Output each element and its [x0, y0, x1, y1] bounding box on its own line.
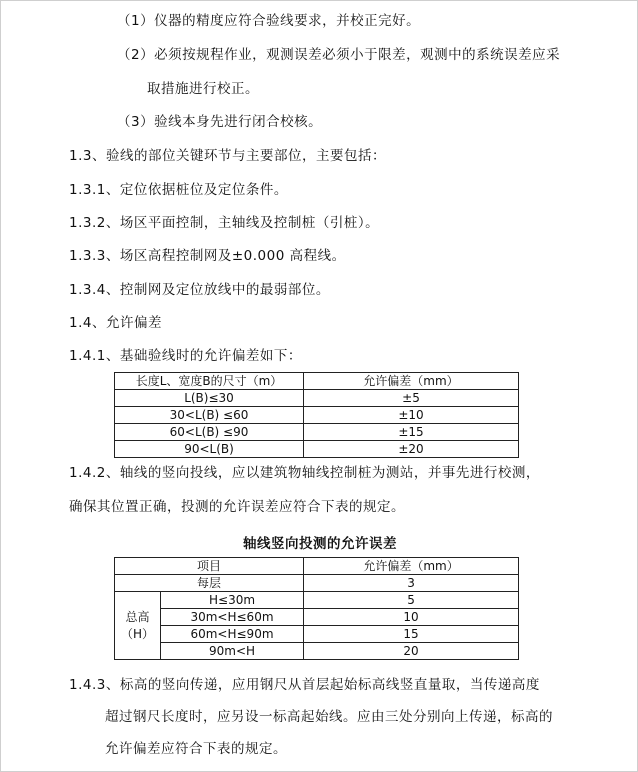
table-cell: L(B)≤30 — [115, 390, 304, 407]
table-cell: 20 — [304, 643, 519, 660]
table-cell: ±5 — [304, 390, 519, 407]
table-cell: 60<L(B) ≤90 — [115, 424, 304, 441]
table-row — [115, 441, 519, 458]
table-cell: 15 — [304, 626, 519, 643]
paragraph-item-2: （2）必须按规程作业，观测误差必须小于限差，观测中的系统误差应采 — [117, 47, 561, 63]
section-1-4-2: 1.4.2、轴线的竖向投线，应以建筑物轴线控制桩为测站，并事先进行校测， — [69, 465, 540, 481]
table-cell: ±15 — [304, 424, 519, 441]
section-1-3-1: 1.3.1、定位依据桩位及定位条件。 — [69, 182, 288, 198]
table-cell: 3 — [304, 575, 519, 592]
axis-projection-tolerance-table — [114, 557, 519, 660]
table-row — [115, 424, 519, 441]
total-height-symbol: （H） — [120, 626, 155, 641]
table-row — [115, 407, 519, 424]
paragraph-item-2-continued: 取措施进行校正。 — [147, 81, 259, 97]
section-1-4-2-continued: 确保其位置正确，投测的允许误差应符合下表的规定。 — [69, 499, 405, 515]
section-1-4-3-continued-2: 允许偏差应符合下表的规定。 — [105, 741, 287, 757]
table-cell: 30m<H≤60m — [161, 609, 304, 626]
table-cell: ±10 — [304, 407, 519, 424]
table-header-row — [115, 558, 519, 575]
table-header-cell: 长度L、宽度B的尺寸（m） — [115, 373, 304, 390]
paragraph-item-3: （3）验线本身先进行闭合校核。 — [117, 114, 323, 130]
table-cell: 60m<H≤90m — [161, 626, 304, 643]
total-height-label: 总高 — [125, 609, 150, 624]
table-cell: 5 — [304, 592, 519, 609]
section-1-3-4: 1.3.4、控制网及定位放线中的最弱部位。 — [69, 282, 330, 298]
table-row — [115, 592, 519, 609]
table-row — [115, 575, 519, 592]
table-cell: 30<L(B) ≤60 — [115, 407, 304, 424]
table-header-cell: 允许偏差（mm） — [304, 373, 519, 390]
table-row — [115, 643, 519, 660]
section-heading-1-4: 1.4、允许偏差 — [69, 315, 162, 331]
table-header-cell: 项目 — [115, 558, 304, 575]
section-1-3-3: 1.3.3、场区高程控制网及±0.000 高程线。 — [69, 248, 346, 264]
table-cell: ±20 — [304, 441, 519, 458]
total-height-label-cell — [115, 592, 161, 660]
table-row — [115, 390, 519, 407]
table-caption: 轴线竖向投测的允许误差 — [243, 536, 397, 552]
table-row — [115, 626, 519, 643]
table-header-row — [115, 373, 519, 390]
table-cell: H≤30m — [161, 592, 304, 609]
foundation-tolerance-table — [114, 372, 519, 458]
table-cell: 每层 — [115, 575, 304, 592]
section-1-3-2: 1.3.2、场区平面控制，主轴线及控制桩（引桩）。 — [69, 215, 380, 231]
section-1-4-3-continued: 超过钢尺长度时，应另设一标高起始线。应由三处分别向上传递，标高的 — [105, 709, 553, 725]
table-cell: 90<L(B) — [115, 441, 304, 458]
paragraph-item-1: （1）仪器的精度应符合验线要求，并校正完好。 — [117, 13, 421, 29]
table-header-cell: 允许偏差（mm） — [304, 558, 519, 575]
table-cell: 10 — [304, 609, 519, 626]
section-1-4-3: 1.4.3、标高的竖向传递，应用钢尺从首层起始标高线竖直量取，当传递高度 — [69, 677, 540, 693]
table-cell: 90m<H — [161, 643, 304, 660]
section-heading-1-3: 1.3、验线的部位关键环节与主要部位，主要包括： — [69, 148, 386, 164]
section-1-4-1: 1.4.1、基础验线时的允许偏差如下： — [69, 348, 302, 364]
table-row — [115, 609, 519, 626]
